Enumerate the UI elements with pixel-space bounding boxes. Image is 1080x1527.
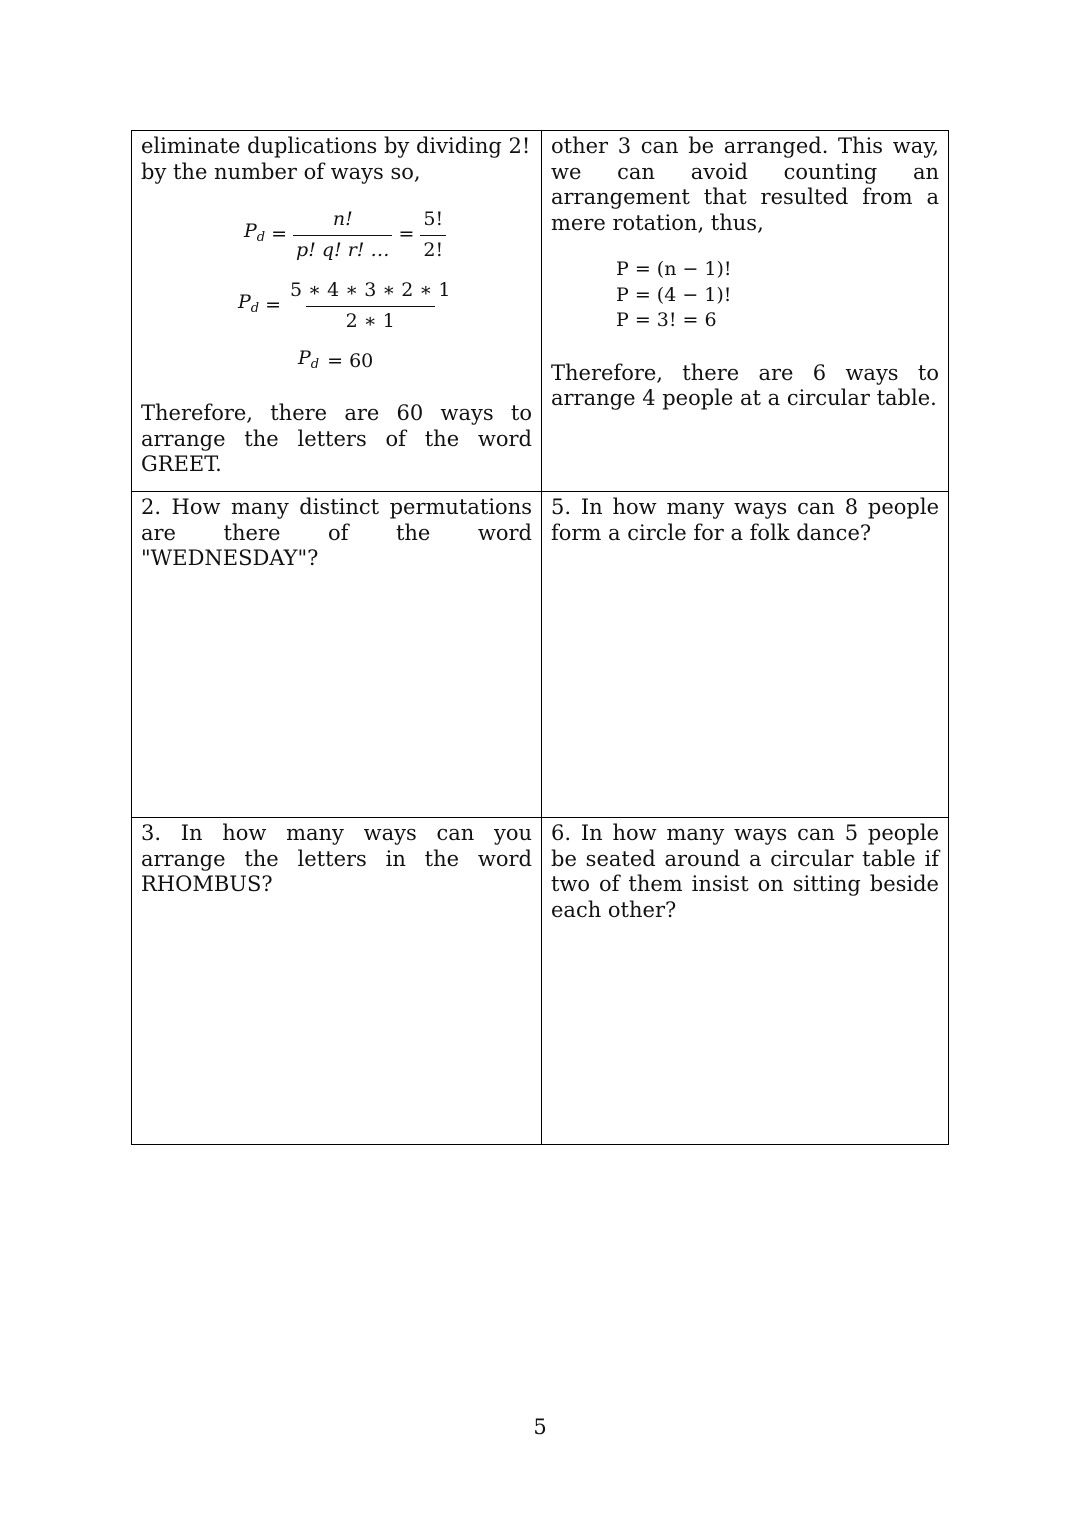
circular-formula-line-1: P = (n − 1)!: [616, 258, 732, 280]
circular-intro: other 3 can be arranged. This way, we can avoid counting an arrangement that resulted from a mere rotation, thus,: [551, 134, 939, 235]
formula-lhs: P: [244, 220, 257, 243]
formula-result-value: = 60: [327, 350, 374, 373]
formula-distinct-permutations: $P_d$ = $\frac{n!}{p! q! r! \dots}$ = $\frac{5!}{2!}$: [244, 207, 532, 263]
question-2-text: 2. How many distinct permutations are there of the word "WEDNESDAY"?: [141, 495, 532, 570]
formula-lhs: P: [298, 347, 311, 370]
cell-question-6: [541, 818, 948, 1144]
fraction-denominator: 2 ∗ 1: [306, 306, 435, 335]
formula-result: [298, 347, 532, 377]
formula-fraction-specific: [420, 207, 446, 263]
question-5-text: 5. In how many ways can 8 people form a circle for a folk dance?: [551, 495, 939, 545]
fraction-numerator: n!: [332, 208, 353, 230]
formula-subscript: d: [250, 301, 260, 317]
fraction-denominator: p! q! r! …: [293, 235, 392, 264]
question-3-text: 3. In how many ways can you arrange the letters in the word RHOMBUS?: [141, 821, 532, 896]
cell-question-2: [132, 492, 541, 818]
fraction-numerator: 5!: [423, 208, 444, 230]
solution-intro-line-2: by the number of ways so,: [141, 159, 421, 184]
circular-conclusion: Therefore, there are 6 ways to arrange 4 people at a circular table.: [551, 360, 939, 410]
cell-greet-solution: [132, 131, 541, 492]
formula-lhs: P: [238, 291, 251, 314]
circular-formula-line-2: P = (4 − 1)!: [616, 283, 732, 306]
formula-fraction-expanded: [287, 278, 453, 334]
solution-intro-line-1: eliminate duplications by dividing 2!: [141, 134, 531, 158]
cell-circular-solution: [541, 131, 948, 492]
question-6-text: 6. In how many ways can 5 people be seated around a circular table if two of them insist on sitting beside each other?: [551, 821, 939, 922]
formula-subscript: d: [310, 357, 320, 373]
fraction-denominator: 2!: [420, 235, 446, 264]
page-number: 5: [533, 1415, 547, 1439]
formula-fraction-general: [293, 207, 392, 263]
cell-question-3: [132, 818, 541, 1144]
formula-subscript: d: [256, 230, 266, 246]
worksheet-table: [131, 130, 949, 1145]
circular-formula: [616, 257, 939, 334]
solution-conclusion: Therefore, there are 60 ways to arrange the letters of the word GREET.: [141, 401, 532, 476]
cell-question-5: [541, 492, 948, 818]
formula-expanded: $P_d$ = $\frac{5 ∗ 4 ∗ 3 ∗ 2 ∗ 1}{2 ∗ 1}$: [238, 279, 532, 333]
fraction-numerator: 5 ∗ 4 ∗ 3 ∗ 2 ∗ 1: [290, 279, 451, 301]
circular-formula-line-3: P = 3! = 6: [616, 309, 717, 331]
